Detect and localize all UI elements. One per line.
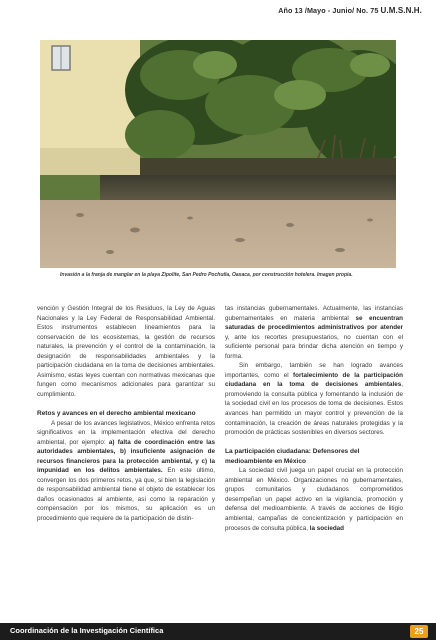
- org-name: U.M.S.N.H.: [380, 6, 422, 15]
- section-heading-retos: Retos y avances en el derecho ambiental mexicano: [37, 409, 196, 417]
- left-column: [37, 304, 215, 524]
- left-paragraph-1: vención y Gestión Integral de los Residuos, la Ley de Aguas Nacionales y la Ley Federal de Responsabilidad Ambiental. Estos instrumentos establecen lineamientos para la conservación de los ecosistemas, la gestión de recursos naturales, la prevención y el control de la contaminación, la designación de responsabilidades ambientales y la participación ciudadana en la toma de decisiones ambientales. Asimismo, estas leyes cuentan con normativas mexicanas que fungen como mecanismos adicionales para garantizar su cumplimiento.: [37, 305, 215, 398]
- footer-label: Coordinación de la Investigación Científica: [10, 626, 164, 635]
- right-column: [225, 304, 403, 533]
- right-paragraph-3: La sociedad civil juega un papel crucial en la protección ambiental en México. Organizaciones no gubernamentales, grupos comunitarios y ciudadanos comprometidos desempeñan un papel activo en la vigilancia, promoción y defensa del medioambiente. A través de acciones de litigio ambiental, campañas de concientización y participación en procesos de consulta pública, la sociedad: [225, 467, 403, 532]
- issue-info: Año 13 /Mayo - Junio/ No. 75: [278, 6, 379, 15]
- running-header: [278, 6, 422, 15]
- page-number: 25: [410, 625, 428, 638]
- mangrove-photo: [40, 40, 396, 268]
- right-paragraph-2: Sin embargo, también se han logrado avances importantes, como el fortalecimiento de la participación ciudadana en la toma de decisiones ambientales, promoviendo la consulta pública y fomentando la inclusión de la sociedad civil en los procesos de toma de decisiones. Estos avances han permitido un mayor control y prevención de la contaminación, la creación de áreas naturales protegidas y la promoción de prácticas sostenibles en diversos sectores.: [225, 362, 403, 437]
- right-paragraph-1: tas instancias gubernamentales. Actualmente, las instancias gubernamentales en materia ambiental se encuentran saturadas de procedimientos administrativos por atender y, ante los recortes presupuestarios, no cuentan con el suficiente personal para brindar dicha atención en tiempo y forma.: [225, 305, 403, 360]
- page-footer: [0, 623, 436, 640]
- figure-caption: Invasión a la franja de manglar en la playa Zipolite, San Pedro Pochutla, Oaxaca, por construcción hotelera. Imagen propia.: [60, 272, 353, 278]
- left-paragraph-2: A pesar de los avances legislativos, México enfrenta retos significativos en la implementación efectiva del derecho ambiental, por ejemplo: a) falta de coordinación entre las autoridades ambientales, b) insuficiente asignación de recursos financieros para la protección ambiental, y c) la impunidad en los delitos ambientales. En este último, convergen los dos primeros retos, ya que, si bien la legislación de responsabilidad ambiental tiene el objeto de establecer los daños ocasionados al ambiente, así como la reparación y compensación por los mismos, su aplicación es un procedimiento que requiere de la participación de distin-: [37, 419, 216, 522]
- section-heading-participacion: La participación ciudadana: Defensores del medioambiente en México: [225, 448, 360, 465]
